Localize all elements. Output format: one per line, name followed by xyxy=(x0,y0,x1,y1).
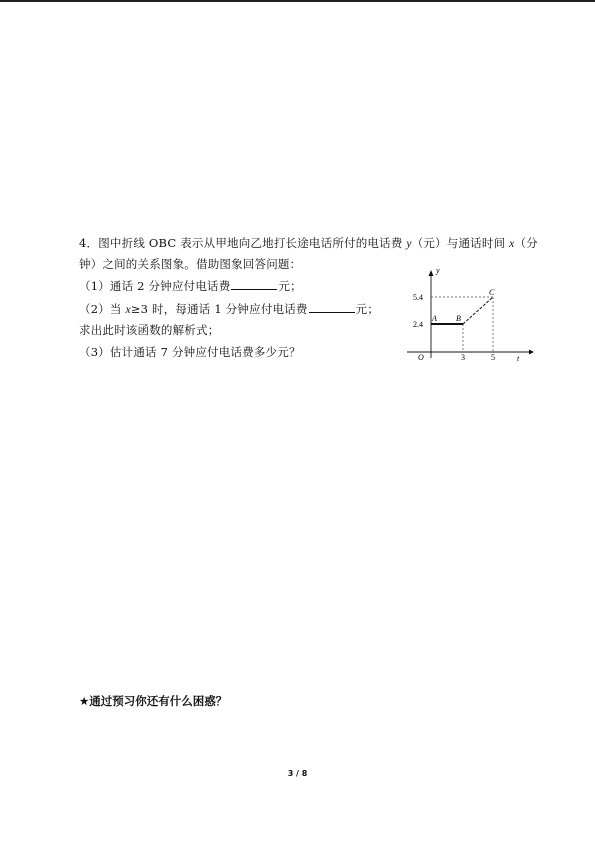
question-4-line-1 xyxy=(79,235,538,251)
graph-svg xyxy=(405,268,535,363)
point-c-label: C xyxy=(489,288,495,297)
y-tick-label: 5.4 xyxy=(413,293,423,302)
answer-blank-2[interactable] xyxy=(309,302,355,313)
variable-y: y xyxy=(406,238,412,250)
x-axis-label: t xyxy=(517,354,520,363)
question-text: 钟）之间的关系图象。借助图象回答问题： xyxy=(79,257,302,271)
y-axis-label: y xyxy=(436,268,440,275)
variable-x: x xyxy=(125,304,131,316)
part-1-unit: 元； xyxy=(278,279,302,293)
point-b-label: B xyxy=(456,314,461,323)
part-2-text: （2）当 xyxy=(79,302,126,316)
question-text: （分 xyxy=(514,236,538,250)
part-3-text: （3）估计通话 7 分钟应付电话费多少元？ xyxy=(79,345,301,359)
y-tick-label: 2.4 xyxy=(413,320,423,329)
question-part-2-line-2 xyxy=(79,322,219,338)
segment-bc xyxy=(463,297,493,324)
answer-blank-1[interactable] xyxy=(231,279,277,290)
part-2-text: ≥3 时，每通话 1 分钟应付电话费 xyxy=(130,302,308,316)
question-text: （元）与通话时间 xyxy=(411,236,510,250)
part-1-text: （1）通话 2 分钟应付电话费 xyxy=(79,279,231,293)
variable-x: x xyxy=(509,238,515,250)
part-2-unit: 元； xyxy=(355,302,380,316)
x-tick-label: 5 xyxy=(491,353,495,362)
origin-label: O xyxy=(418,353,424,362)
question-part-1 xyxy=(79,278,302,294)
reflection-prompt: ★通过预习你还有什么困惑？ xyxy=(79,694,228,708)
question-text: 4．图中折线 OBC 表示从甲地向乙地打长途电话所付的电话费 xyxy=(79,236,407,250)
question-part-3 xyxy=(79,344,301,360)
page-top-rule xyxy=(0,0,595,2)
phone-fee-graph xyxy=(405,268,535,363)
part-2-instruction: 求出此时该函数的解析式； xyxy=(79,323,220,337)
question-4-line-2 xyxy=(79,256,301,272)
y-axis-arrow xyxy=(429,270,434,276)
question-part-2 xyxy=(79,301,379,317)
x-tick-label: 3 xyxy=(461,353,465,362)
page-number: 3 / 8 xyxy=(287,769,308,778)
x-axis-arrow xyxy=(529,350,534,355)
point-a-label: A xyxy=(432,314,437,323)
